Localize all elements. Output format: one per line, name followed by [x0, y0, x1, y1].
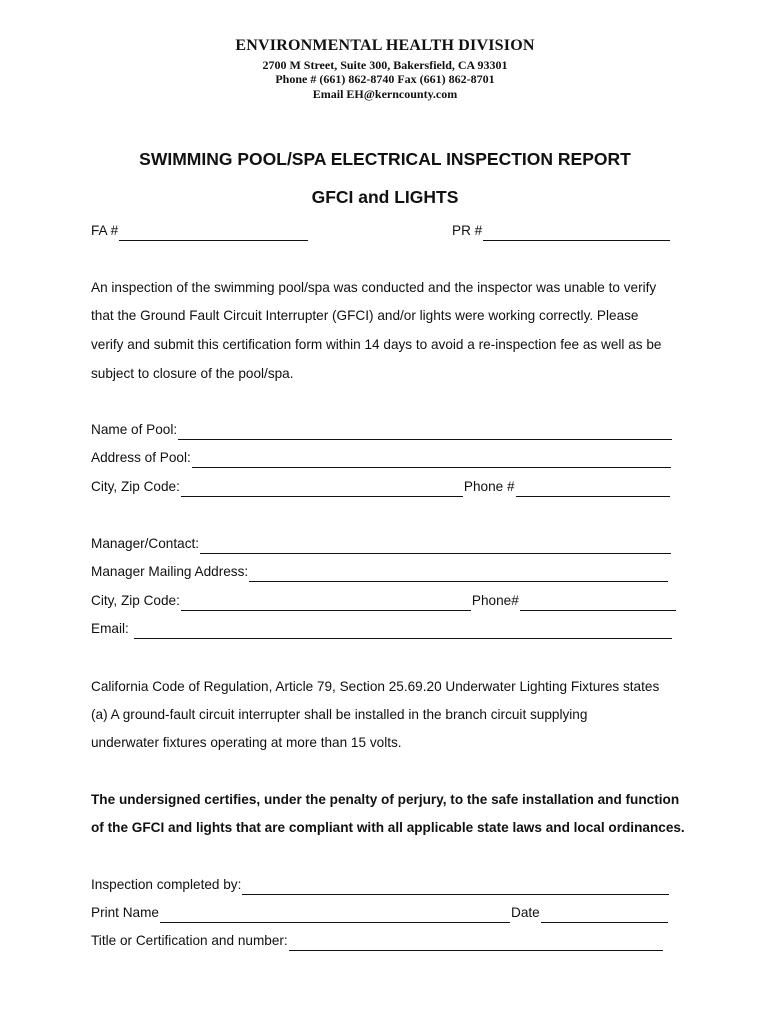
- title-certification-field[interactable]: [289, 936, 663, 951]
- regulation-line-2: (a) A ground-fault circuit interrupter shall be installed in the branch circuit supplying: [91, 707, 588, 722]
- print-name-label: Print Name: [91, 905, 159, 920]
- manager-contact-field[interactable]: [200, 539, 671, 554]
- title-certification-label: Title or Certification and number:: [91, 933, 288, 948]
- report-subtitle: GFCI and LIGHTS: [311, 187, 459, 207]
- manager-contact-label: Manager/Contact:: [91, 536, 200, 551]
- pool-address-label: Address of Pool:: [91, 450, 191, 465]
- intro-line-2: that the Ground Fault Circuit Interrupter (GFCI) and/or lights were working correctly. Please: [91, 308, 639, 323]
- pool-name-row: [91, 420, 673, 440]
- intro-line-4: subject to closure of the pool/spa.: [91, 366, 294, 381]
- manager-mailing-label: Manager Mailing Address:: [91, 564, 249, 579]
- pool-city-zip-row: [91, 477, 671, 497]
- manager-phone-label: Phone#: [471, 593, 519, 608]
- pool-name-label: Name of Pool:: [91, 422, 178, 437]
- division-name: ENVIRONMENTAL HEALTH DIVISION: [235, 37, 535, 54]
- intro-line-3: verify and submit this certification form within 14 days to avoid a re-inspection fee as well as be: [91, 337, 662, 352]
- pool-phone-label: Phone #: [463, 479, 515, 494]
- manager-city-zip-row: [91, 591, 677, 611]
- pool-city-zip-field[interactable]: [181, 482, 463, 497]
- intro-line-1: An inspection of the swimming pool/spa was conducted and the inspector was unable to verify: [91, 280, 657, 295]
- report-title: SWIMMING POOL/SPA ELECTRICAL INSPECTION REPORT: [139, 149, 631, 169]
- pool-city-zip-label: City, Zip Code:: [91, 479, 180, 494]
- inspection-completed-field[interactable]: [242, 880, 669, 895]
- manager-mailing-field[interactable]: [249, 567, 668, 582]
- manager-email-row: [91, 619, 673, 639]
- title-certification-row: [91, 931, 664, 951]
- certification-line-2: of the GFCI and lights that are compliant with all applicable state laws and local ordinances.: [91, 820, 685, 835]
- manager-phone-field[interactable]: [520, 596, 676, 611]
- print-name-field[interactable]: [160, 908, 510, 923]
- manager-city-zip-label: City, Zip Code:: [91, 593, 180, 608]
- division-phone-fax: Phone # (661) 862-8740 Fax (661) 862-8701: [275, 72, 495, 86]
- manager-city-zip-field[interactable]: [181, 596, 471, 611]
- regulation-line-1: California Code of Regulation, Article 79, Section 25.69.20 Underwater Lighting Fixtures states: [91, 679, 660, 694]
- inspection-completed-row: [91, 875, 670, 895]
- division-email: Email EH@kerncounty.com: [312, 87, 458, 101]
- pool-address-row: [91, 448, 672, 468]
- pool-address-field[interactable]: [192, 453, 671, 468]
- manager-email-field[interactable]: [134, 624, 672, 639]
- division-address: 2700 M Street, Suite 300, Bakersfield, CA 93301: [262, 58, 508, 72]
- print-name-row: [91, 903, 669, 923]
- fa-number-label: FA #: [91, 223, 119, 238]
- pr-number-label: PR #: [452, 223, 483, 238]
- pr-number-row: [452, 221, 671, 241]
- pool-phone-field[interactable]: [516, 482, 670, 497]
- fa-number-field[interactable]: [119, 226, 308, 241]
- inspection-completed-label: Inspection completed by:: [91, 877, 242, 892]
- regulation-line-3: underwater fixtures operating at more than 15 volts.: [91, 735, 402, 750]
- pr-number-field[interactable]: [483, 226, 670, 241]
- fa-number-row: [91, 221, 309, 241]
- manager-email-label: Email:: [91, 621, 133, 636]
- date-label: Date: [511, 905, 540, 920]
- certification-line-1: The undersigned certifies, under the penalty of perjury, to the safe installation and function: [91, 792, 680, 807]
- date-field[interactable]: [541, 908, 668, 923]
- pool-name-field[interactable]: [178, 425, 672, 440]
- manager-contact-row: [91, 534, 672, 554]
- manager-mailing-row: [91, 562, 669, 582]
